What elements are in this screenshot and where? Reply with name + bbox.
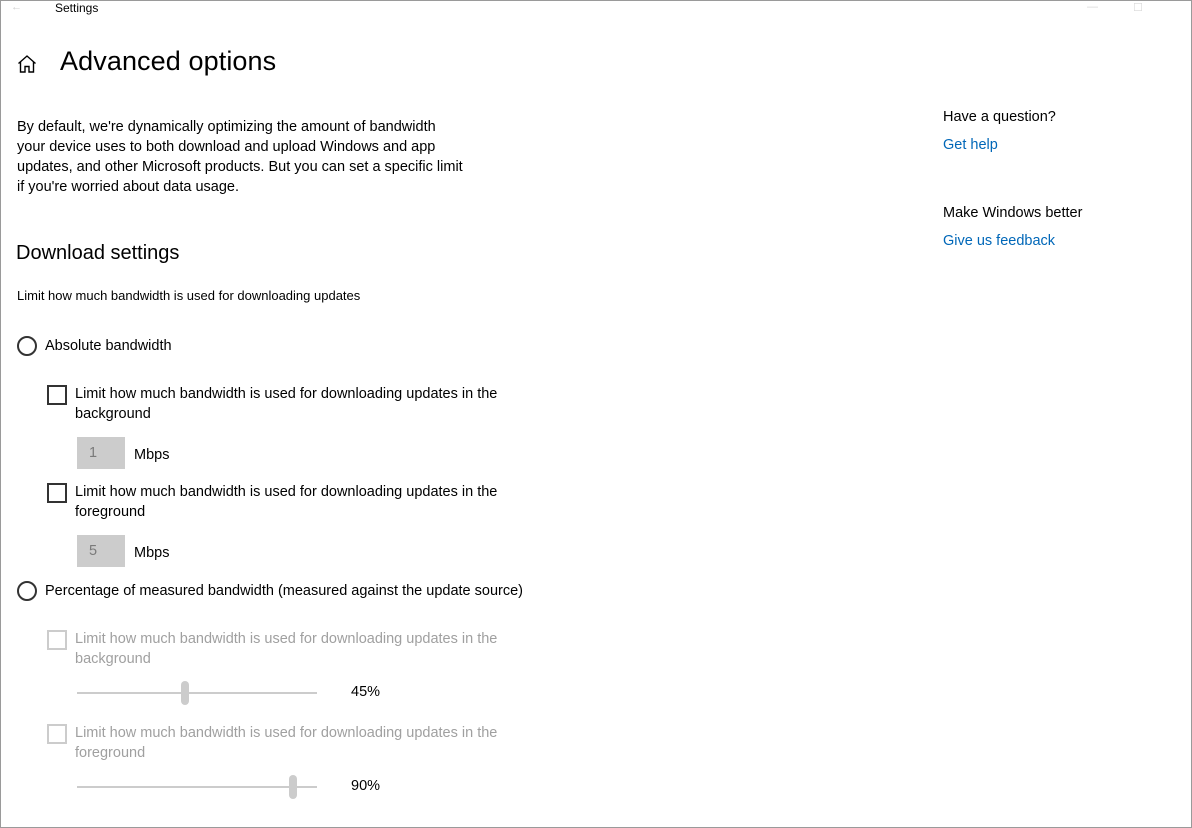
- slider-fill: [77, 692, 185, 694]
- give-feedback-link[interactable]: Give us feedback: [943, 233, 1056, 249]
- absolute-background-checkbox[interactable]: [47, 385, 67, 405]
- radio-circle[interactable]: [17, 336, 37, 356]
- foreground-mbps-input[interactable]: 5: [77, 535, 125, 567]
- slider-thumb[interactable]: [181, 681, 189, 705]
- make-windows-better-heading: Make Windows better: [943, 205, 1083, 221]
- background-unit-label: Mbps: [134, 447, 170, 463]
- window-title: Settings: [55, 1, 99, 15]
- have-a-question-heading: Have a question?: [943, 109, 1056, 125]
- foreground-percentage-value: 90%: [351, 778, 381, 794]
- foreground-percentage-slider[interactable]: [77, 775, 317, 799]
- absolute-foreground-checkbox-row[interactable]: [47, 482, 535, 522]
- radio-circle[interactable]: [17, 581, 37, 601]
- percentage-foreground-checkbox[interactable]: [47, 724, 67, 744]
- percentage-background-label: Limit how much bandwidth is used for downloading updates in the background: [75, 631, 498, 667]
- absolute-foreground-checkbox[interactable]: [47, 483, 67, 503]
- background-percentage-value: 45%: [351, 684, 381, 700]
- background-percentage-slider[interactable]: [77, 681, 317, 705]
- get-help-link[interactable]: Get help: [943, 137, 998, 153]
- download-settings-subtitle: Limit how much bandwidth is used for downloading updates: [17, 288, 361, 303]
- slider-thumb[interactable]: [289, 775, 297, 799]
- percentage-foreground-checkbox-row[interactable]: [47, 723, 535, 763]
- background-mbps-input[interactable]: 1: [77, 437, 125, 469]
- absolute-foreground-label: Limit how much bandwidth is used for downloading updates in the foreground: [75, 484, 498, 520]
- title-bar: [1, 1, 1191, 17]
- percentage-background-checkbox-row[interactable]: [47, 629, 535, 669]
- percentage-bandwidth-label: Percentage of measured bandwidth (measured against the update source): [45, 583, 523, 599]
- intro-text: By default, we're dynamically optimizing the amount of bandwidth your device uses to both download and upload Windows and app updates, and other Microsoft products. But you can set a specific limit if you're worried about data usage.: [17, 119, 463, 195]
- back-arrow-icon[interactable]: ←: [11, 1, 22, 13]
- percentage-foreground-label: Limit how much bandwidth is used for downloading updates in the foreground: [75, 725, 498, 761]
- percentage-bandwidth-radio[interactable]: [17, 581, 523, 601]
- home-icon[interactable]: [15, 52, 39, 76]
- absolute-background-label: Limit how much bandwidth is used for downloading updates in the background: [75, 386, 498, 422]
- download-settings-title: Download settings: [16, 242, 180, 264]
- minimize-icon[interactable]: —: [1087, 1, 1098, 13]
- absolute-bandwidth-label: Absolute bandwidth: [45, 338, 172, 354]
- maximize-icon[interactable]: ☐: [1133, 2, 1143, 14]
- slider-fill: [77, 786, 293, 788]
- absolute-background-checkbox-row[interactable]: [47, 384, 535, 424]
- page-title: Advanced options: [60, 46, 277, 76]
- foreground-unit-label: Mbps: [134, 545, 170, 561]
- absolute-bandwidth-radio[interactable]: [17, 336, 172, 356]
- percentage-background-checkbox[interactable]: [47, 630, 67, 650]
